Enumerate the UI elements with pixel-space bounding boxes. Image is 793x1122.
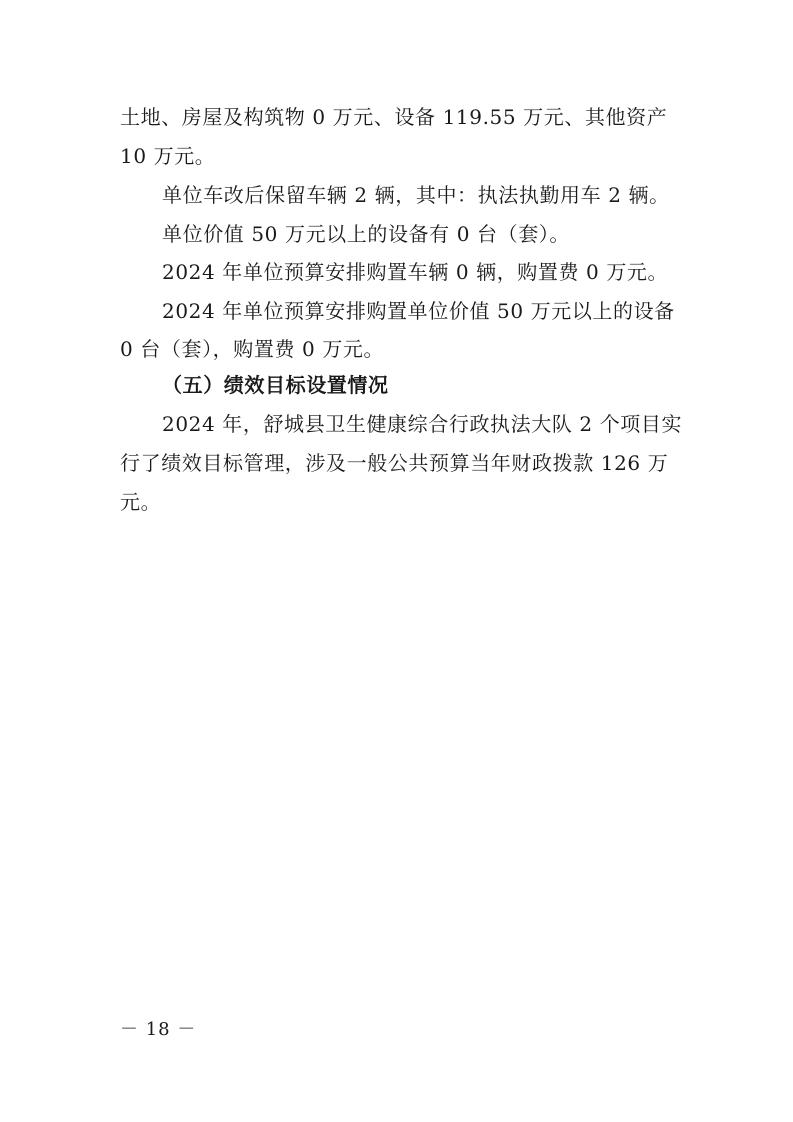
page-number: － 18 － [120, 1019, 197, 1040]
paragraph-line: 土地、房屋及构筑物 0 万元、设备 119.55 万元、其他资产 [120, 105, 668, 129]
paragraph-line: 单位车改后保留车辆 2 辆，其中：执法执勤用车 2 辆。 [162, 183, 670, 207]
paragraph-line: 行了绩效目标管理，涉及一般公共预算当年财政拨款 126 万 [120, 451, 669, 475]
paragraph-line: 2024 年单位预算安排购置车辆 0 辆，购置费 0 万元。 [162, 260, 669, 284]
paragraph-line: 元。 [120, 490, 162, 514]
paragraph-line: 2024 年单位预算安排购置单位价值 50 万元以上的设备 [162, 299, 675, 323]
paragraph-line: 0 台（套），购置费 0 万元。 [120, 337, 385, 361]
paragraph-line: 2024 年，舒城县卫生健康综合行政执法大队 2 个项目实 [162, 412, 683, 436]
paragraph-line: 单位价值 50 万元以上的设备有 0 台（套）。 [162, 222, 571, 246]
section-heading: （五）绩效目标设置情况 [162, 373, 389, 397]
paragraph-line: 10 万元。 [120, 144, 216, 168]
